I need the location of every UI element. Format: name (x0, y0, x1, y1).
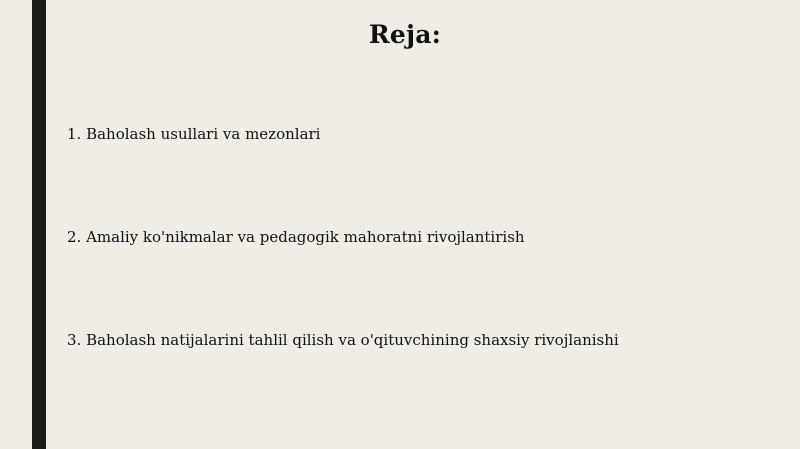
plan-item-3: 3. Baholash natijalarini tahlil qilish va o'qituvchining shaxsiy rivojlanishi (67, 331, 619, 349)
plan-item-2: 2. Amaliy ko'nikmalar va pedagogik mahoratni rivojlantirish (67, 228, 525, 246)
slide-title: Reja: (368, 20, 442, 49)
plan-item-1: 1. Baholash usullari va mezonlari (67, 125, 321, 143)
left-accent-bar (32, 0, 46, 449)
